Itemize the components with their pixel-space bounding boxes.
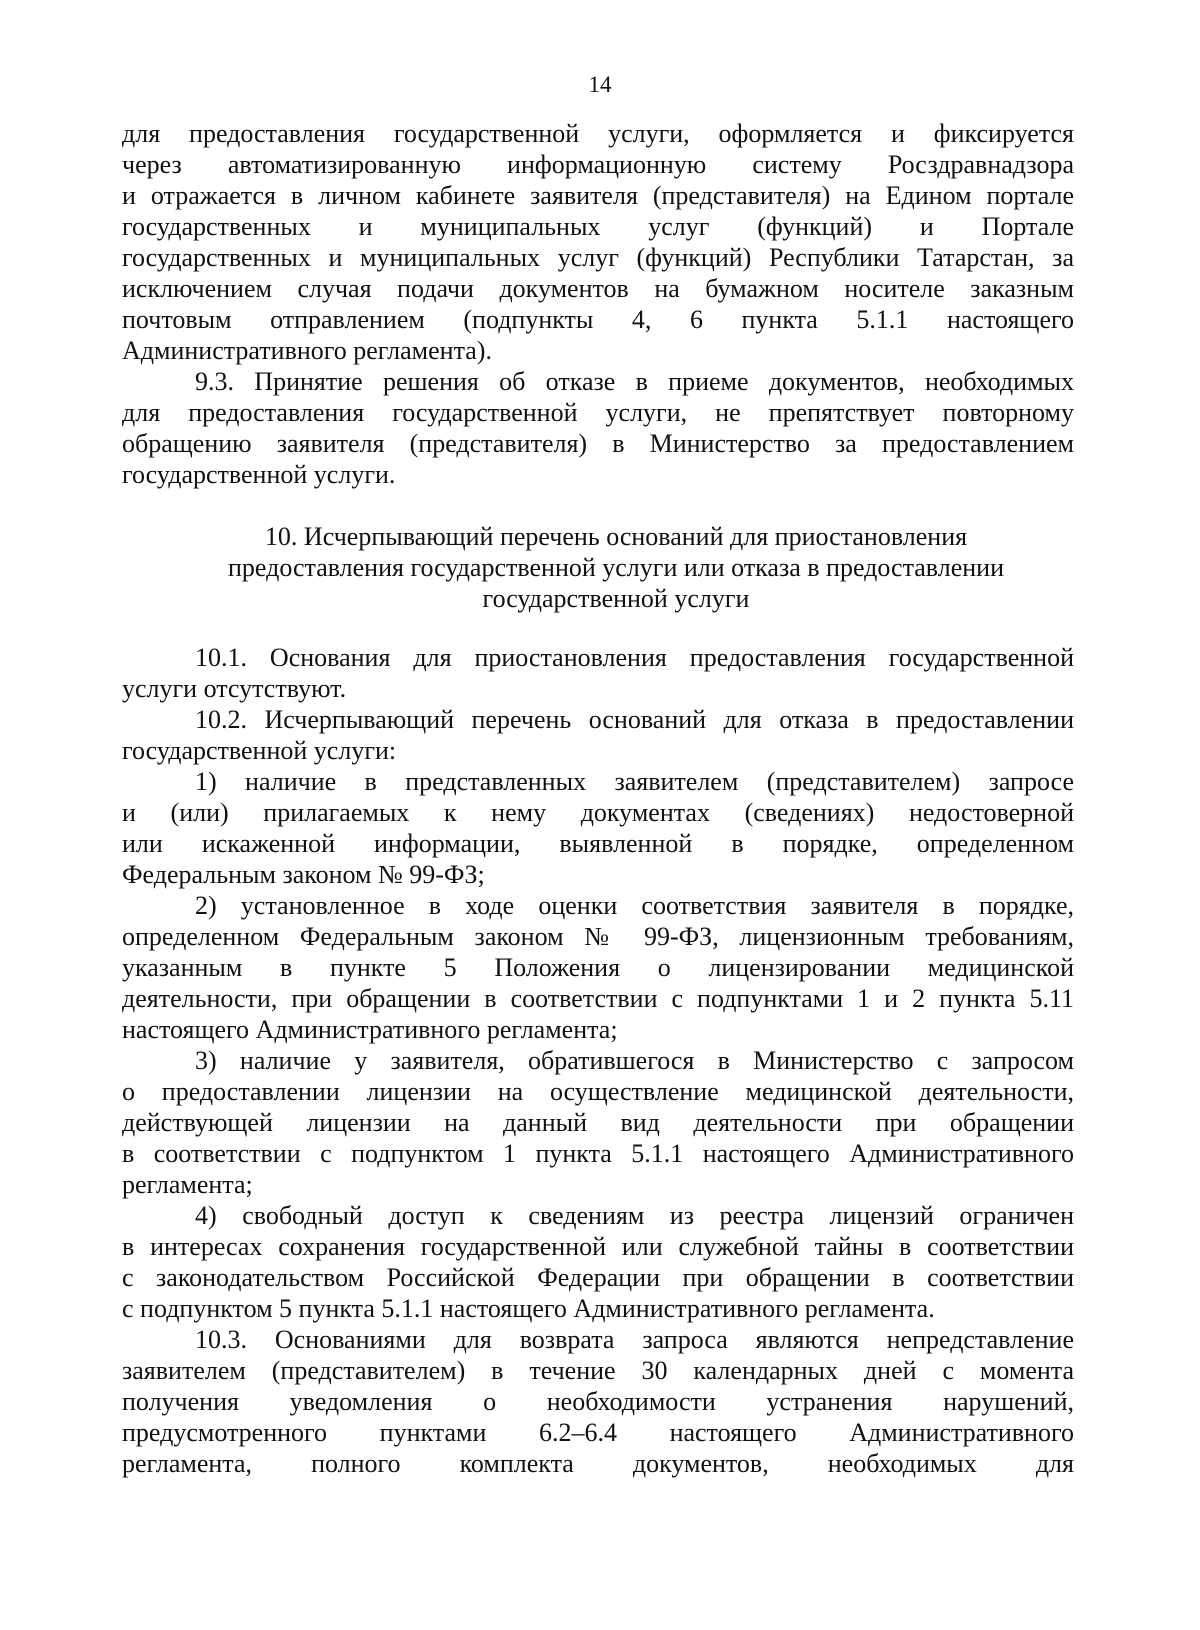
spacer [122, 614, 1074, 642]
heading-line: 10. Исчерпывающий перечень оснований для приостановления [264, 522, 968, 551]
text-line: Федеральным законом № 99-ФЗ; [122, 860, 485, 889]
text-line: 3) наличие у заявителя, обратившегося в Министерство с запросом [195, 1046, 1074, 1075]
text-line: указанным в пункте 5 Положения о лицензировании медицинской [122, 953, 1074, 982]
text-line: деятельности, при обращении в соответствии с подпунктами 1 и 2 пункта 5.11 [122, 984, 1074, 1013]
text-line: для предоставления государственной услуги, оформляется и фиксируется [122, 119, 1074, 148]
heading-line: государственной услуги [482, 584, 750, 613]
text-line: предусмотренного пунктами 6.2–6.4 настоящего Административного [122, 1418, 1074, 1447]
paragraph-9-3 [122, 366, 1074, 490]
paragraph-10-2 [122, 704, 1074, 766]
text-line: почтовым отправлением (подпункты 4, 6 пункта 5.1.1 настоящего [122, 305, 1074, 334]
text-line: и (или) прилагаемых к нему документах (сведениях) недостоверной [122, 798, 1074, 827]
spacer [122, 490, 1074, 521]
text-line: 9.3. Принятие решения об отказе в приеме документов, необходимых [195, 367, 1074, 396]
text-line: государственной услуги. [122, 460, 396, 489]
text-line: заявителем (представителем) в течение 30 календарных дней с момента [122, 1356, 1074, 1385]
text-line: с законодательством Российской Федерации при обращении в соответствии [122, 1263, 1074, 1292]
paragraph-continuation [122, 118, 1074, 366]
text-line: 10.3. Основаниями для возврата запроса являются непредставление [195, 1325, 1074, 1354]
list-item-4 [122, 1200, 1074, 1324]
text-line: в соответствии с подпунктом 1 пункта 5.1.1 настоящего Административного [122, 1139, 1074, 1168]
text-line: действующей лицензии на данный вид деятельности при обращении [122, 1108, 1074, 1137]
list-item-3 [122, 1045, 1074, 1200]
text-line: с подпунктом 5 пункта 5.1.1 настоящего Административного регламента. [122, 1294, 935, 1323]
text-line: услуги отсутствуют. [122, 674, 347, 703]
text-line: о предоставлении лицензии на осуществление медицинской деятельности, [122, 1077, 1074, 1106]
text-line: государственной услуги: [122, 736, 397, 765]
text-line: в интересах сохранения государственной или служебной тайны в соответствии [122, 1232, 1074, 1261]
text-line: регламента; [122, 1170, 253, 1199]
text-line: и отражается в личном кабинете заявителя (представителя) на Едином портале [122, 181, 1074, 210]
paragraph-10-1 [122, 642, 1074, 704]
text-line: 1) наличие в представленных заявителем (представителем) запросе [195, 767, 1074, 796]
text-line: исключением случая подачи документов на бумажном носителе заказным [122, 274, 1074, 303]
document-body [122, 118, 1074, 1479]
text-line: или искаженной информации, выявленной в порядке, определенном [122, 829, 1074, 858]
section-heading-10 [122, 521, 1074, 614]
text-line: государственных и муниципальных услуг (функций) и Портале [122, 212, 1074, 241]
text-line: 4) свободный доступ к сведениям из реестра лицензий ограничен [195, 1201, 1074, 1230]
text-line: 10.2. Исчерпывающий перечень оснований для отказа в предоставлении [195, 705, 1074, 734]
page-number: 14 [588, 72, 612, 97]
text-line: получения уведомления о необходимости устранения нарушений, [122, 1387, 1074, 1416]
paragraph-10-3 [122, 1324, 1074, 1479]
text-line: настоящего Административного регламента; [122, 1015, 618, 1044]
text-line: регламента, полного комплекта документов, необходимых для [122, 1449, 1074, 1478]
text-line: для предоставления государственной услуги, не препятствует повторному [122, 398, 1074, 427]
text-line: 10.1. Основания для приостановления предоставления государственной [195, 643, 1074, 672]
list-item-1 [122, 766, 1074, 890]
text-line: Административного регламента). [122, 336, 492, 365]
text-line: обращению заявителя (представителя) в Министерство за предоставлением [122, 429, 1074, 458]
heading-line: предоставления государственной услуги или отказа в предоставлении [227, 553, 1004, 582]
text-line: через автоматизированную информационную систему Росздравнадзора [122, 150, 1074, 179]
text-line: определенном Федеральным законом № 99-ФЗ, лицензионным требованиям, [122, 922, 1074, 951]
text-line: государственных и муниципальных услуг (функций) Республики Татарстан, за [122, 243, 1074, 272]
list-item-2 [122, 890, 1074, 1045]
text-line: 2) установленное в ходе оценки соответствия заявителя в порядке, [195, 891, 1074, 920]
